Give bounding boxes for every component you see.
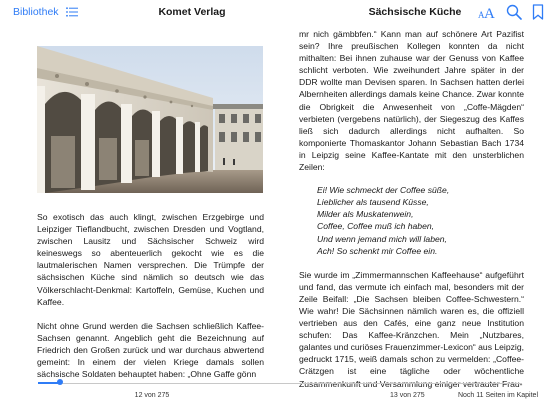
book-title: Komet Verlag (158, 6, 226, 18)
left-page-number: 12 von 275 (134, 392, 170, 399)
poem-line: Und wenn jemand mich will laben, (317, 233, 447, 244)
right-page-text (299, 28, 524, 390)
font-size-icon[interactable] (478, 3, 498, 21)
poem-line: Ei! Wie schmeckt der Coffee süße, (317, 185, 450, 196)
chapter-title: Sächsische Küche (368, 6, 462, 18)
left-paragraph-2: Nicht ohne Grund werden die Sachsen schließlich Kaffee-Sachsen genannt. Angeblich geht die Bezeichnung auf Friedrich den Großen zurück und war durchaus abwertend gemeint: In einem der vielen Kriege damals sollen sächsische Soldaten behauptet haben: „Ohne Gaffe gönn (37, 320, 264, 380)
poem-line: Lieblicher als tausend Küsse, (317, 197, 429, 208)
library-button[interactable]: Bibliothek (13, 6, 59, 18)
poem-line: Milder als Muskatenwein, (317, 209, 414, 220)
search-icon[interactable] (506, 4, 522, 20)
right-paragraph-2: Sie wurde im „Zimmermannschen Kaffeehause“ aufgeführt und fand, das vermute ich einfach mal, besonders mit der Zeile Beifall: „Die Sachsen bleiben Coffee-Schwestern.“ Wie wahr! Die Sächsinnen nämlich waren es, die offiziell vertrieben aus den Cafés, eine ganz neue Institution schufen: Das Kaffee-Kränzchen. Mein „Nutzbares, galantes und curiöses Frauenzimmer-Lexicon“ aus Leipzig, gedruckt 1715, weiß damals schon zu vermelden: „Coffee-Crätzgen ist eine tägliche oder wöchentliche (299, 269, 524, 377)
list-icon[interactable] (66, 7, 78, 17)
svg-text:A: A (484, 6, 495, 21)
poem-line: Coffee, Coffee muß ich haben, (317, 221, 435, 232)
bookmark-icon[interactable] (532, 4, 544, 20)
svg-text:A: A (478, 10, 485, 20)
left-page-text (37, 211, 264, 380)
top-toolbar (0, 0, 560, 26)
right-paragraph-1: mr nich gämbbfen.“ Kann man auf schönere Art Pazifist sein? Ihre preußischen Kollegen konnten da nicht mithalten: Bei ihnen zuhause war der Genuss von Kaffee schlicht verboten. Wie zweihundert Jahre später in der DDR wollte man Devisen sparen. In Sachsen hatten derlei Albernheiten allerdings damals keine Chance. Zwar konnte die Obrigkeit die Anwesenheit von „Coffe-Mägden“ verbieten (vergebens natürlich), der Siegeszug des Kaffes ließ sich dadurch allerdings nicht aufhalten. So komponierte Thomaskantor Johann Sebastian Bach 1734 in Leipzig seine Kaffee-Kantate mit den unsterblichen Zeilen: (299, 29, 524, 173)
remaining-pages: Noch 11 Seiten im Kapitel (457, 392, 538, 399)
poem-quote (317, 184, 524, 257)
poem-line: Ach! So schenkt mir Coffee ein. (317, 245, 438, 256)
right-page-number: 13 von 275 (390, 392, 425, 399)
arcade-photo (37, 46, 263, 193)
progress-track[interactable] (38, 383, 522, 384)
left-paragraph-1: So exotisch das auch klingt, zwischen Erzgebirge und Leipziger Tieflandbucht, zwischen Dresden und Vogtland, zwischen Lausitz und Sächsischer Schweiz wird keineswegs so abenteuerlich gekocht wie es die lautmalerischen Namen versprechen. Die Trümpfe der sächsischen Küche sind nämlich so deutsch wie das Völkerschlacht-Denkmal: Kartoffeln, Gemüse, Kuchen und Kaffee. (37, 212, 264, 307)
progress-knob[interactable] (57, 379, 63, 385)
